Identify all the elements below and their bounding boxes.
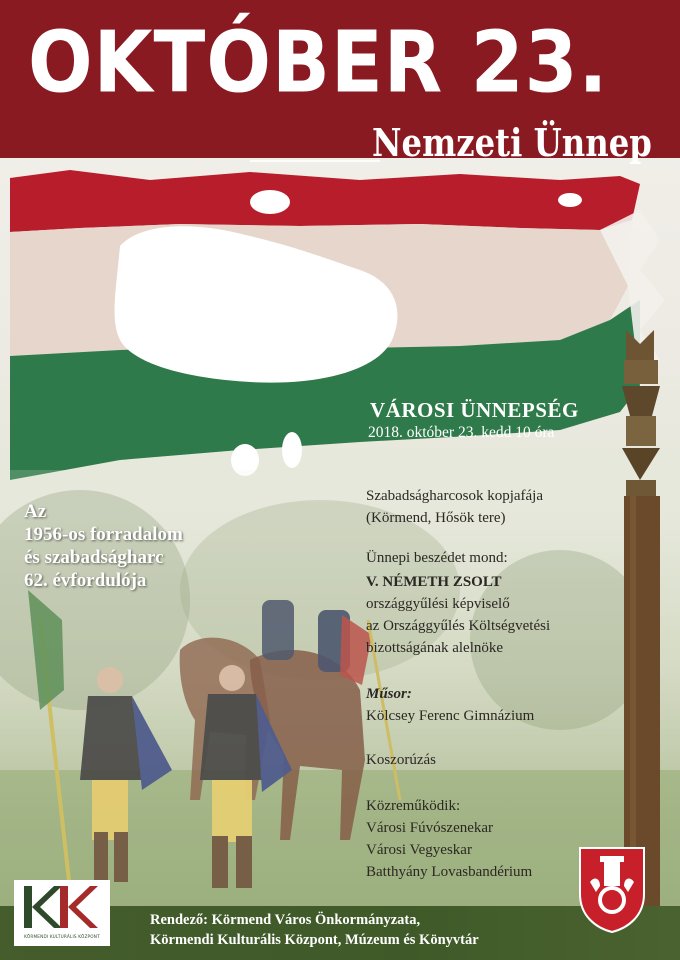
kk-logo-mark: [14, 880, 110, 934]
anniversary-line-3: és szabadságharc: [24, 547, 164, 568]
program-item-1: Kölcsey Ferenc Gimnázium: [366, 708, 535, 724]
footer-organizers: [150, 910, 479, 950]
event-date-time: 2018. október 23. kedd 10 óra: [368, 424, 555, 441]
poster-title: OKTÓBER 23.: [28, 12, 609, 112]
flag-red-stripe: [10, 170, 640, 232]
anniversary-line-2: 1956-os forradalom: [24, 524, 183, 545]
contributor-2: Városi Vegyeskar: [366, 842, 472, 858]
anniversary-block: [24, 500, 183, 592]
footer-line-2: Körmendi Kulturális Központ, Múzeum és Könyvtár: [150, 932, 479, 948]
footer-line-1: Rendező: Körmend Város Önkormányzata,: [150, 912, 421, 928]
flag-hole-small-1: [250, 190, 290, 214]
program-item-2: Koszorúzás: [366, 752, 436, 768]
location-line-2: (Körmend, Hősök tere): [366, 510, 506, 526]
speaker-name: V. NÉMETH ZSOLT: [366, 574, 502, 590]
hungarian-flag-illustration: [0, 150, 680, 510]
kk-logo-caption: KÖRMENDI KULTURÁLIS KÖZPONT: [24, 934, 100, 939]
speaker-role-1: országgyűlési képviselő: [366, 596, 510, 612]
anniversary-line-1: Az: [24, 501, 47, 522]
program-heading: Műsor:: [366, 686, 412, 702]
pole-top-carving: [626, 330, 654, 360]
flag-hole-small-4: [282, 432, 302, 468]
contributor-3: Batthyány Lovasbandérium: [366, 864, 533, 880]
speaker-role-3: bizottságának alelnöke: [366, 640, 504, 656]
contributor-1: Városi Fúvószenekar: [366, 820, 494, 836]
location-line-1: Szabadságharcosok kopjafája: [366, 488, 544, 504]
contributors-heading: Közreműködik:: [366, 798, 461, 814]
poster-subtitle: Nemzeti Ünnep: [372, 120, 652, 165]
anniversary-line-4: 62. évfordulója: [24, 570, 147, 591]
kormend-coat-of-arms-icon: [576, 842, 648, 934]
flag-hole-small-2: [558, 193, 582, 207]
speech-heading: Ünnepi beszédet mond:: [366, 550, 508, 566]
speaker-role-2: az Országgyűlés Költségvetési: [366, 618, 551, 634]
event-title: VÁROSI ÜNNEPSÉG: [370, 398, 579, 422]
